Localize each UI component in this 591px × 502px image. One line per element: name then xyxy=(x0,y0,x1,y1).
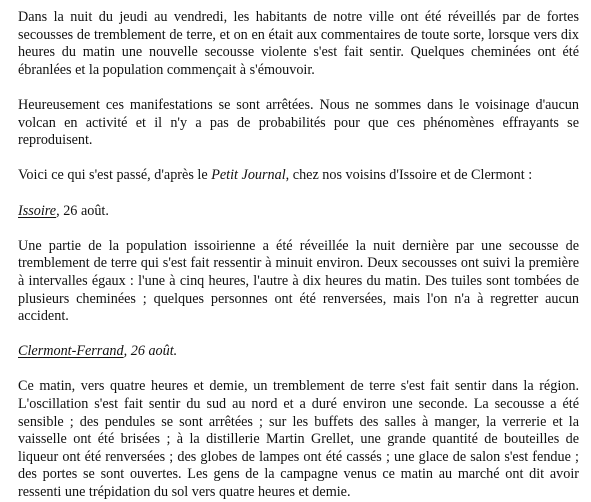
dateline-place-issoire: Issoire xyxy=(18,202,57,219)
source-intro-end: , chez nos voisins d'Issoire et de Clermont : xyxy=(285,167,533,184)
paragraph-clermont-report: Ce matin, vers quatre heures et demie, un tremblement de terre s'est fait sentir dans la région. L'oscillation s'est fait sentir du sud au nord et a duré environ une seconde. La secousse a été sensible ; des pendules se sont arrêtées ; sur les buffets des salles à manger, la verrerie et la vaisselle ont été brisées ; à la distillerie Martin Grellet, une grande quantité de bouteilles de liqueur ont été renversées ; des globes de lampes ont été cassés ; une glace de salon s'est fendue ; des portes se sont ouvertes. Les gens de la campagne venus ce matin au marché ont dit avoir ressenti une trépidation du sol vers quatre heures et demie. xyxy=(18,378,579,501)
dateline-clermont xyxy=(18,343,579,361)
paragraph-issoire-report: Une partie de la population issoirienne a été réveillée la nuit dernière par une secousse de tremblement de terre qui s'est fait ressentir à minuit environ. Deux secousses ont suivi la première à intervalles égaux : l'une à cinq heures, l'autre à dix heures du matin. Des tuiles sont tombées de plusieurs cheminées ; quelques personnes ont été renversées, mais l'on n'a à regretter aucun accident. xyxy=(18,237,579,325)
paragraph-no-volcano: Heureusement ces manifestations se sont arrêtées. Nous ne sommes dans le voisinage d'aucun volcan en activité et il n'y a pas de probabilités pour que ces phénomènes effrayants se reproduisent. xyxy=(18,96,579,149)
dateline-place-clermont: Clermont-Ferrand xyxy=(18,343,124,360)
newspaper-title: Petit Journal xyxy=(211,167,286,184)
paragraph-night-tremors: Dans la nuit du jeudi au vendredi, les habitants de notre ville ont été réveillés par de fortes secousses de tremblement de terre, et on en était aux commentaires de toute sorte, lorsque vers dix heures du matin une nouvelle secousse violente s'est fait sentir. Quelques cheminées ont été ébranlées et la population commençait à s'émouvoir. xyxy=(18,9,579,78)
dateline-date-issoire: , 26 août. xyxy=(56,202,109,219)
dateline-issoire xyxy=(18,203,579,221)
source-intro-text: Voici ce qui s'est passé, d'après le xyxy=(18,167,212,184)
paragraph-source-intro xyxy=(18,167,579,185)
dateline-date-clermont: , 26 août. xyxy=(123,343,178,360)
